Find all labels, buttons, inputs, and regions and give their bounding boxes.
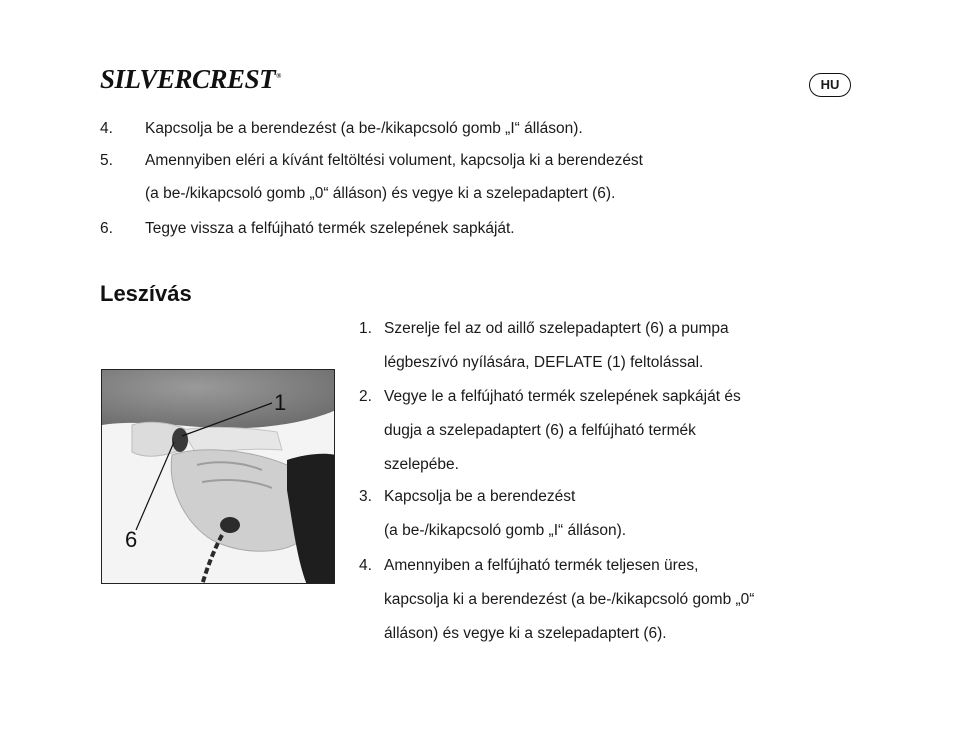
step-text: dugja a szelepadaptert (6) a felfújható termék <box>384 422 696 439</box>
step-number: 6. <box>100 220 113 237</box>
step-text: Tegye vissza a felfújható termék szelepének sapkáját. <box>145 220 515 237</box>
callout-6-label: 6 <box>125 527 138 552</box>
step-number: 5. <box>100 152 113 169</box>
step-text: (a be-/kikapcsoló gomb „I“ álláson). <box>384 522 627 539</box>
language-badge: HU <box>809 73 851 97</box>
deflate-illustration <box>101 369 335 584</box>
step-text: Kapcsolja be a berendezést (a be-/kikapcsoló gomb „I“ álláson). <box>145 120 583 137</box>
section-heading: Leszívás <box>100 281 192 306</box>
callout-1-label: 1 <box>274 390 287 415</box>
registered-mark: ® <box>276 72 281 80</box>
step-text: Amennyiben eléri a kívánt feltöltési volument, kapcsolja ki a berendezést <box>145 152 643 169</box>
step-text: kapcsolja ki a berendezést (a be-/kikapcsoló gomb „0“ <box>384 591 755 608</box>
step-number: 1. <box>359 320 372 337</box>
step-text: Vegye le a felfújható termék szelepének sapkáját és <box>384 388 741 405</box>
brand-logo <box>100 64 281 95</box>
step-text: (a be-/kikapcsoló gomb „0“ álláson) és vegye ki a szelepadaptert (6). <box>145 185 616 202</box>
step-number: 3. <box>359 488 372 505</box>
step-text: légbeszívó nyílására, DEFLATE (1) feltolással. <box>384 354 704 371</box>
step-text: Szerelje fel az od aillő szelepadaptert (6) a pumpa <box>384 320 729 337</box>
step-text: Kapcsolja be a berendezést <box>384 488 576 505</box>
step-number: 4. <box>100 120 113 137</box>
brand-name: SILVERCREST <box>100 64 276 94</box>
step-text: szelepébe. <box>384 456 459 473</box>
step-text: Amennyiben a felfújható termék teljesen üres, <box>384 557 699 574</box>
step-text: álláson) és vegye ki a szelepadaptert (6). <box>384 625 667 642</box>
step-number: 4. <box>359 557 372 574</box>
step-number: 2. <box>359 388 372 405</box>
